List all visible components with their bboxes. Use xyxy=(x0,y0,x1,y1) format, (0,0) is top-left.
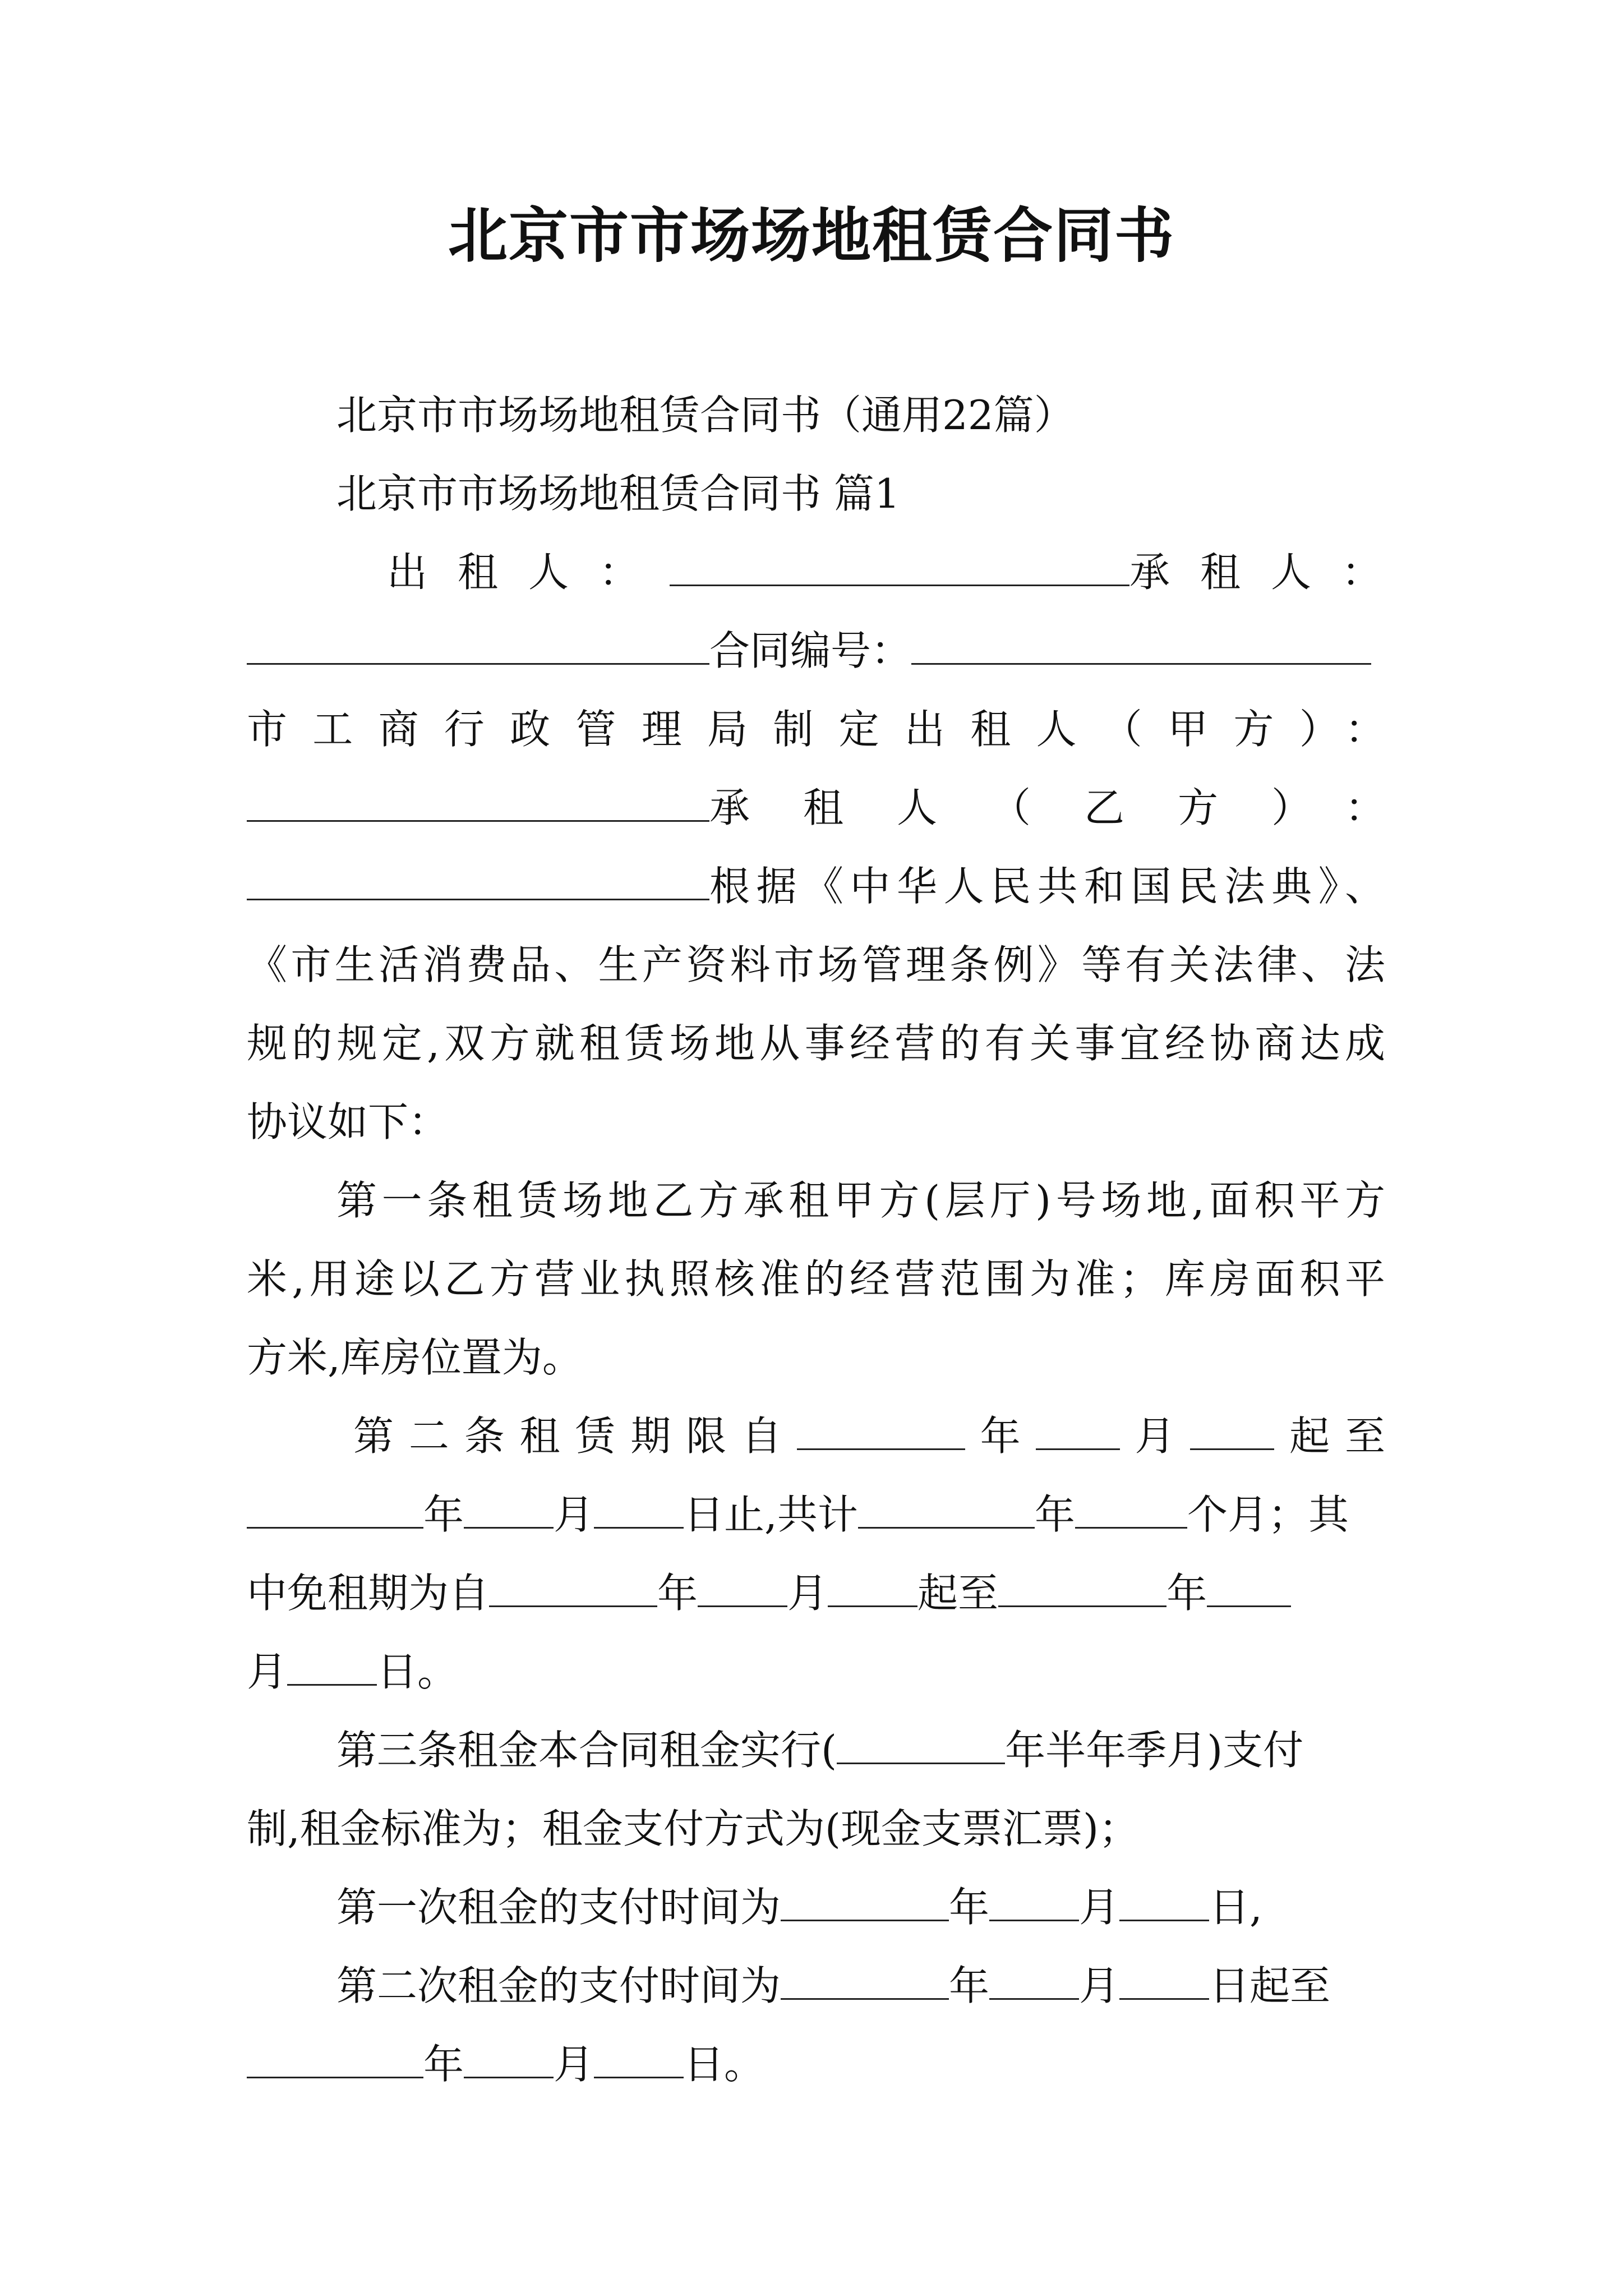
lessee-blank[interactable] xyxy=(247,628,709,665)
party-b-blank[interactable] xyxy=(247,864,709,900)
parties-line xyxy=(387,544,1413,600)
document-title: 北京市市场场地租赁合同书 xyxy=(448,200,1175,270)
second-pay-month-blank[interactable] xyxy=(989,1963,1079,2000)
first-pay-month-blank[interactable] xyxy=(989,1885,1079,1921)
free-start-year-blank[interactable] xyxy=(489,1571,657,1607)
second-end-day-blank[interactable] xyxy=(594,2042,684,2078)
article1-line2: 米,用途以乙方营业执照核准的经营范围为准；库房面积平 xyxy=(247,1255,1385,1303)
first-pay-day-blank[interactable] xyxy=(1119,1885,1209,1921)
second-end-month-blank[interactable] xyxy=(464,2042,554,2078)
second-pay-day-blank[interactable] xyxy=(1119,1963,1209,2000)
lessor-blank[interactable] xyxy=(670,550,1129,586)
basis-line-c: 规的规定,双方就租赁场地从事经营的有关事宜经协商达成 xyxy=(247,1020,1385,1067)
start-month-blank[interactable] xyxy=(1036,1414,1120,1450)
part-heading: 北京市市场场地租赁合同书 篇1 xyxy=(336,470,900,517)
start-year-blank[interactable] xyxy=(797,1414,965,1450)
article1-line1: 第一条租赁场地乙方承租甲方(层厅)号场地,面积平方 xyxy=(336,1177,1385,1224)
article2-line1: 第二条租赁期限自 年 月 起至 xyxy=(353,1412,1385,1460)
second-end-year-blank[interactable] xyxy=(247,2042,423,2078)
second-payment-line: 第二次租金的支付时间为 年 月 日起至 xyxy=(336,1962,1331,2009)
party-a-blank[interactable] xyxy=(247,785,709,822)
free-end-year-blank[interactable] xyxy=(998,1571,1166,1607)
basis-line-b: 《市生活消费品、生产资料市场管理条例》等有关法律、法 xyxy=(247,941,1385,988)
end-year-blank[interactable] xyxy=(247,1492,423,1529)
lessee-label: 承租人： xyxy=(1129,549,1413,596)
article2-start: 第二条租赁期限自 xyxy=(353,1412,797,1460)
free-start-month-blank[interactable] xyxy=(698,1571,787,1607)
lessor-label: 出租人： xyxy=(387,549,670,596)
contract-no-line xyxy=(247,623,1385,679)
article3-line2: 制,租金标准为；租金支付方式为(现金支票汇票)； xyxy=(247,1805,1140,1852)
payment-cycle-blank[interactable] xyxy=(837,1728,1005,1764)
maker-line: 市工商行政管理局制定出租人（甲方）： xyxy=(247,706,1385,753)
start-day-blank[interactable] xyxy=(1190,1414,1274,1450)
article1-line3: 方米,库房位置为。 xyxy=(247,1334,583,1381)
party-b-line xyxy=(247,780,1385,836)
first-payment-line: 第一次租金的支付时间为 年 月 日, xyxy=(336,1884,1262,1931)
free-end-day-blank[interactable] xyxy=(287,1649,377,1686)
article2-line4: 月 日。 xyxy=(247,1648,458,1695)
contract-no-label: 合同编号： xyxy=(709,627,912,674)
basis-line-d: 协议如下： xyxy=(247,1098,449,1145)
free-end-month-blank[interactable] xyxy=(1207,1571,1291,1607)
article2-from: 起至 xyxy=(1274,1412,1385,1460)
first-pay-year-blank[interactable] xyxy=(781,1885,949,1921)
contract-no-blank[interactable] xyxy=(911,628,1371,665)
document-subtitle: 北京市市场场地租赁合同书（通用22篇） xyxy=(336,392,1075,439)
free-start-day-blank[interactable] xyxy=(828,1571,917,1607)
end-day-blank[interactable] xyxy=(594,1492,684,1529)
total-year-blank[interactable] xyxy=(858,1492,1035,1529)
article2-line3: 中免租期为自 年 月 起至 年 xyxy=(247,1565,1385,1621)
basis-text-a: 根据《中华人民共和国民法典》、 xyxy=(709,863,1385,910)
basis-line-a xyxy=(247,858,1385,914)
article3-line1: 第三条租金本合同租金实行( 年半年季月)支付 xyxy=(336,1727,1304,1774)
second-pay-year-blank[interactable] xyxy=(781,1963,949,2000)
total-month-blank[interactable] xyxy=(1075,1492,1187,1529)
end-month-blank[interactable] xyxy=(464,1492,554,1529)
party-b-label: 承租人（乙方）： xyxy=(709,784,1385,831)
second-payment-end-line: 年 月 日。 xyxy=(247,2036,1385,2092)
article2-line2: 年 月 日止,共计 年 个月；其 xyxy=(247,1487,1385,1543)
